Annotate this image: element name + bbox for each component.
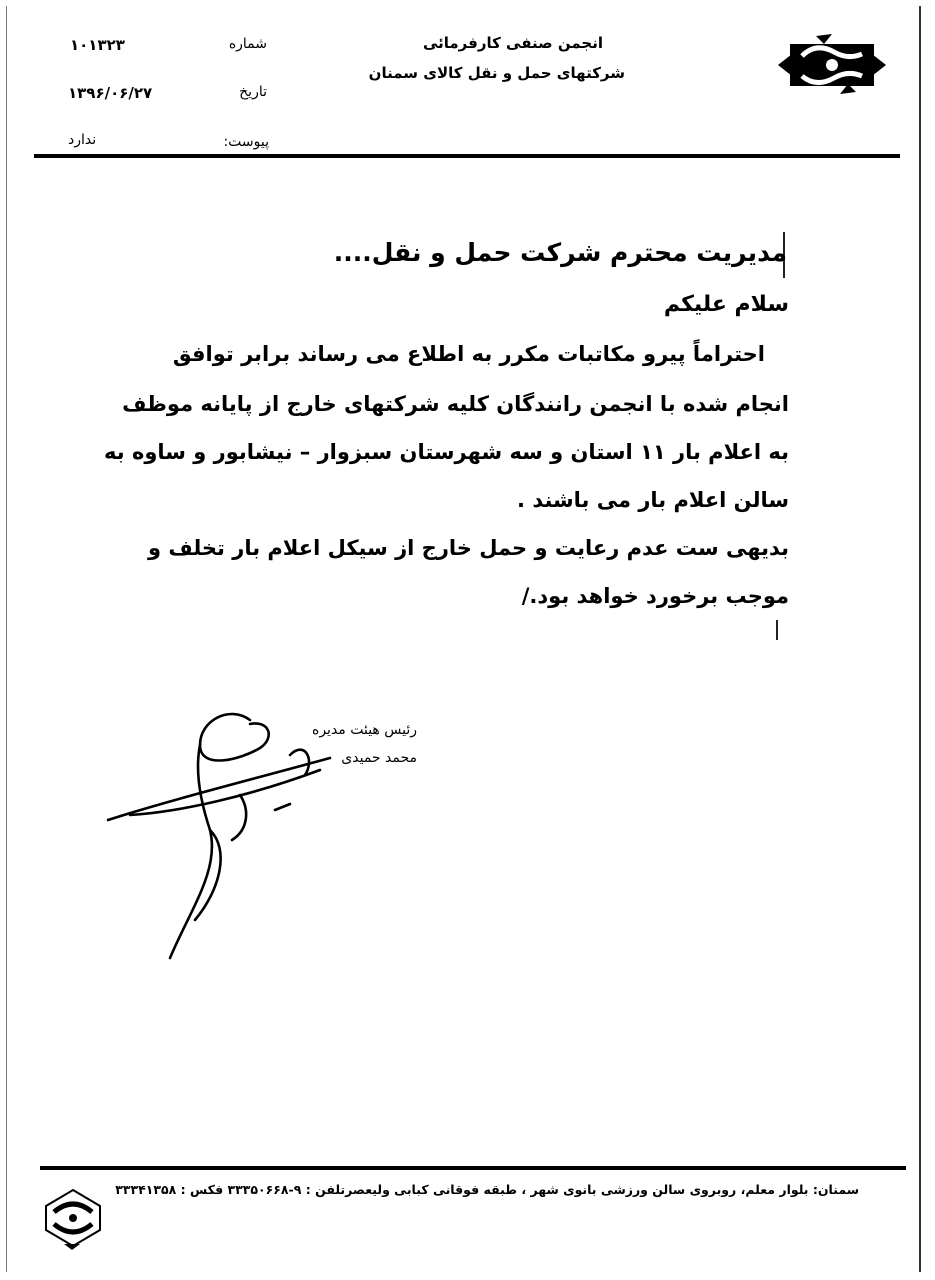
recycle-arrows-logo-icon xyxy=(40,1186,106,1250)
letter-number: ۱۰۱۳۲۳ xyxy=(70,36,125,54)
contact-address: سمنان: بلوار معلم، روبروی سالن ورزشی بانوی شهر ، طبقه فوقانی کبابی ولیعصرتلفن : ۹-۳۳۳۵۰۶۶۸ فکس : ۳۳۳۴۱۳۵۸ xyxy=(115,1182,859,1197)
letter-date: ۱۳۹۶/۰۶/۲۷ xyxy=(68,84,153,102)
header-divider xyxy=(34,154,900,158)
body-line-2: انجام شده با انجمن رانندگان کلیه شرکتهای خارج از پایانه موظف xyxy=(122,392,789,416)
attachment-value: ندارد xyxy=(68,132,97,148)
greeting: سلام علیکم xyxy=(663,292,789,317)
margin-mark xyxy=(776,620,778,640)
attachment-label: پیوست: xyxy=(223,134,269,150)
body-line-5: بدیهی ست عدم رعایت و حمل خارج از سیکل اعلام بار تخلف و xyxy=(147,536,789,560)
org-name-line1: انجمن صنفی کارفرمائی xyxy=(422,34,603,52)
number-label: شماره xyxy=(228,36,267,52)
date-label: تاریخ xyxy=(239,84,267,100)
org-name-line2: شرکتهای حمل و نقل کالای سمنان xyxy=(368,64,625,82)
body-line-6: موجب برخورد خواهد بود./ xyxy=(521,584,789,608)
page-border xyxy=(6,6,921,1272)
addressee: مدیریت محترم شرکت حمل و نقل.... xyxy=(333,238,787,267)
body-line-3: به اعلام بار ۱۱ استان و سه شهرستان سبزوار – نیشابور و ساوه به xyxy=(104,440,789,464)
signatory-title: رئیس هیئت مدیره xyxy=(311,722,417,738)
body-line-1: احتراماً پیرو مکاتبات مکرر به اطلاع می رساند برابر توافق xyxy=(172,342,765,366)
recycle-arrows-logo-icon xyxy=(776,34,888,96)
footer-divider xyxy=(40,1166,906,1170)
body-line-4: سالن اعلام بار می باشند . xyxy=(517,488,789,512)
signatory-name: محمد حمیدی xyxy=(341,750,417,766)
handwritten-signature-icon xyxy=(100,700,360,970)
